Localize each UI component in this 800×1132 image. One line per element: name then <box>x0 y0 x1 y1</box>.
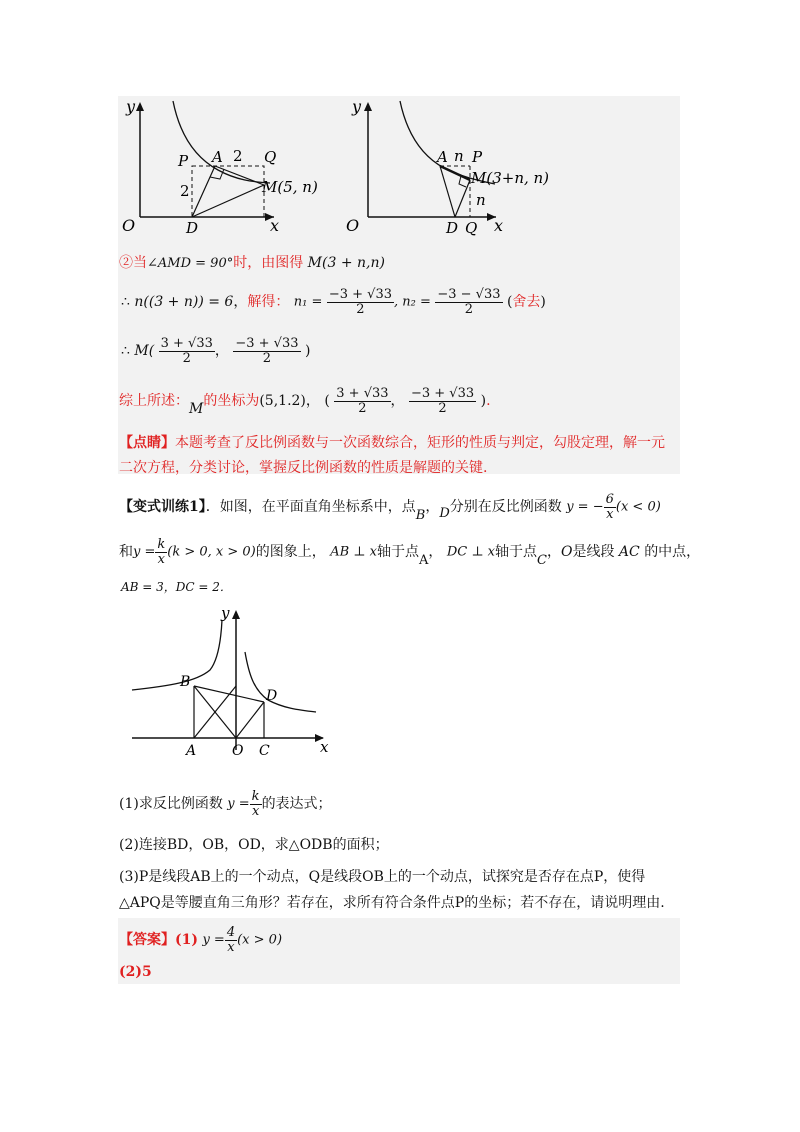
question-2: (2)连接BD，OB，OD，求△ODB的面积； <box>119 837 389 853</box>
answer-line-2: (2)5 <box>119 964 152 980</box>
label-x: x <box>494 216 504 235</box>
label-O: O <box>122 216 136 235</box>
label-y: y <box>221 604 230 622</box>
answer-line-1: 【答案】(1) y = $\frac{4}{x}$ (x > 0) <box>119 925 283 955</box>
label-A: A <box>212 148 223 166</box>
label-A: A <box>437 148 448 166</box>
label-x: x <box>320 738 329 756</box>
label-B: B <box>180 674 191 690</box>
label-O: O <box>232 743 244 759</box>
label-x: x <box>270 216 280 235</box>
label-Q: Q <box>264 148 277 166</box>
summary-line: 综上所述：M的坐标为(5,1.2)， ( $\frac{3 + √33}{2}$ ， $\frac{-3 + √33}{2}$ ). <box>119 386 491 418</box>
label-O: O <box>346 216 360 235</box>
right-hyperbola-branch <box>245 652 316 712</box>
label-M: M(5, n) <box>262 178 318 196</box>
exercise-line2: 和y = $\frac{k}{x}$ (k > 0, x > 0)的图象上， AB ⊥ x轴于点A， DC ⊥ x轴于点C，O是线段 AC 的中点， <box>119 537 701 569</box>
question-3: (3)P是线段AB上的一个动点，Q是线段OB上的一个动点，试探究是否存在点P，使得 △APQ是等腰直角三角形？若存在，求所有符合条件点P的坐标；若不存在，请说明理由. <box>119 869 665 911</box>
label-D: D <box>186 219 199 237</box>
exercise-line1: 【变式训练1】．如图，在平面直角坐标系中，点B，D分别在反比例函数 y = − $\frac{6}{x}$ (x < 0) <box>119 492 661 524</box>
label-D: D <box>446 219 459 237</box>
case2-line: ②当∠AMD = 90°时，由图得 M(3 + n,n) <box>119 255 385 271</box>
figure-exercise <box>118 600 338 760</box>
label-2-left: 2 <box>180 182 190 200</box>
label-D: D <box>266 688 278 704</box>
label-n-side: n <box>476 191 486 209</box>
label-P: P <box>178 152 189 170</box>
label-P: P <box>472 148 483 166</box>
label-Q: Q <box>465 219 478 237</box>
figure-right <box>340 96 580 241</box>
solve-line: ∴ n((3 + n)) = 6，解得： n₁ = $\frac{-3 + √33}{2}$ , n₂ = $\frac{-3 - √33}{2}$ (舍去) <box>121 287 546 317</box>
label-y: y <box>352 97 362 116</box>
comment-block: 【点睛】本题考查了反比例函数与一次函数综合，矩形的性质与判定，勾股定理，解一元 二次方程，分类讨论，掌握反比例函数的性质是解题的关键. <box>119 435 665 476</box>
label-M: M(3+n, n) <box>471 169 550 187</box>
label-A: A <box>186 743 197 759</box>
exercise-line3: AB = 3，DC = 2． <box>121 580 232 594</box>
label-y: y <box>126 97 136 116</box>
dashed-rectangle <box>192 166 264 217</box>
m-coordinate-line: ∴ M( $\frac{3 + √33}{2}$ ， $\frac{-3 + √33}{2}$ ) <box>121 336 311 366</box>
label-n-top: n <box>454 147 464 165</box>
segment-AM <box>440 166 470 180</box>
hyperbola-curve <box>173 101 270 183</box>
left-hyperbola-branch <box>132 620 222 690</box>
label-C: C <box>259 743 270 759</box>
question-1: (1)求反比例函数 y = $\frac{k}{x}$ 的表达式； <box>119 789 332 819</box>
label-2-top: 2 <box>233 147 243 165</box>
